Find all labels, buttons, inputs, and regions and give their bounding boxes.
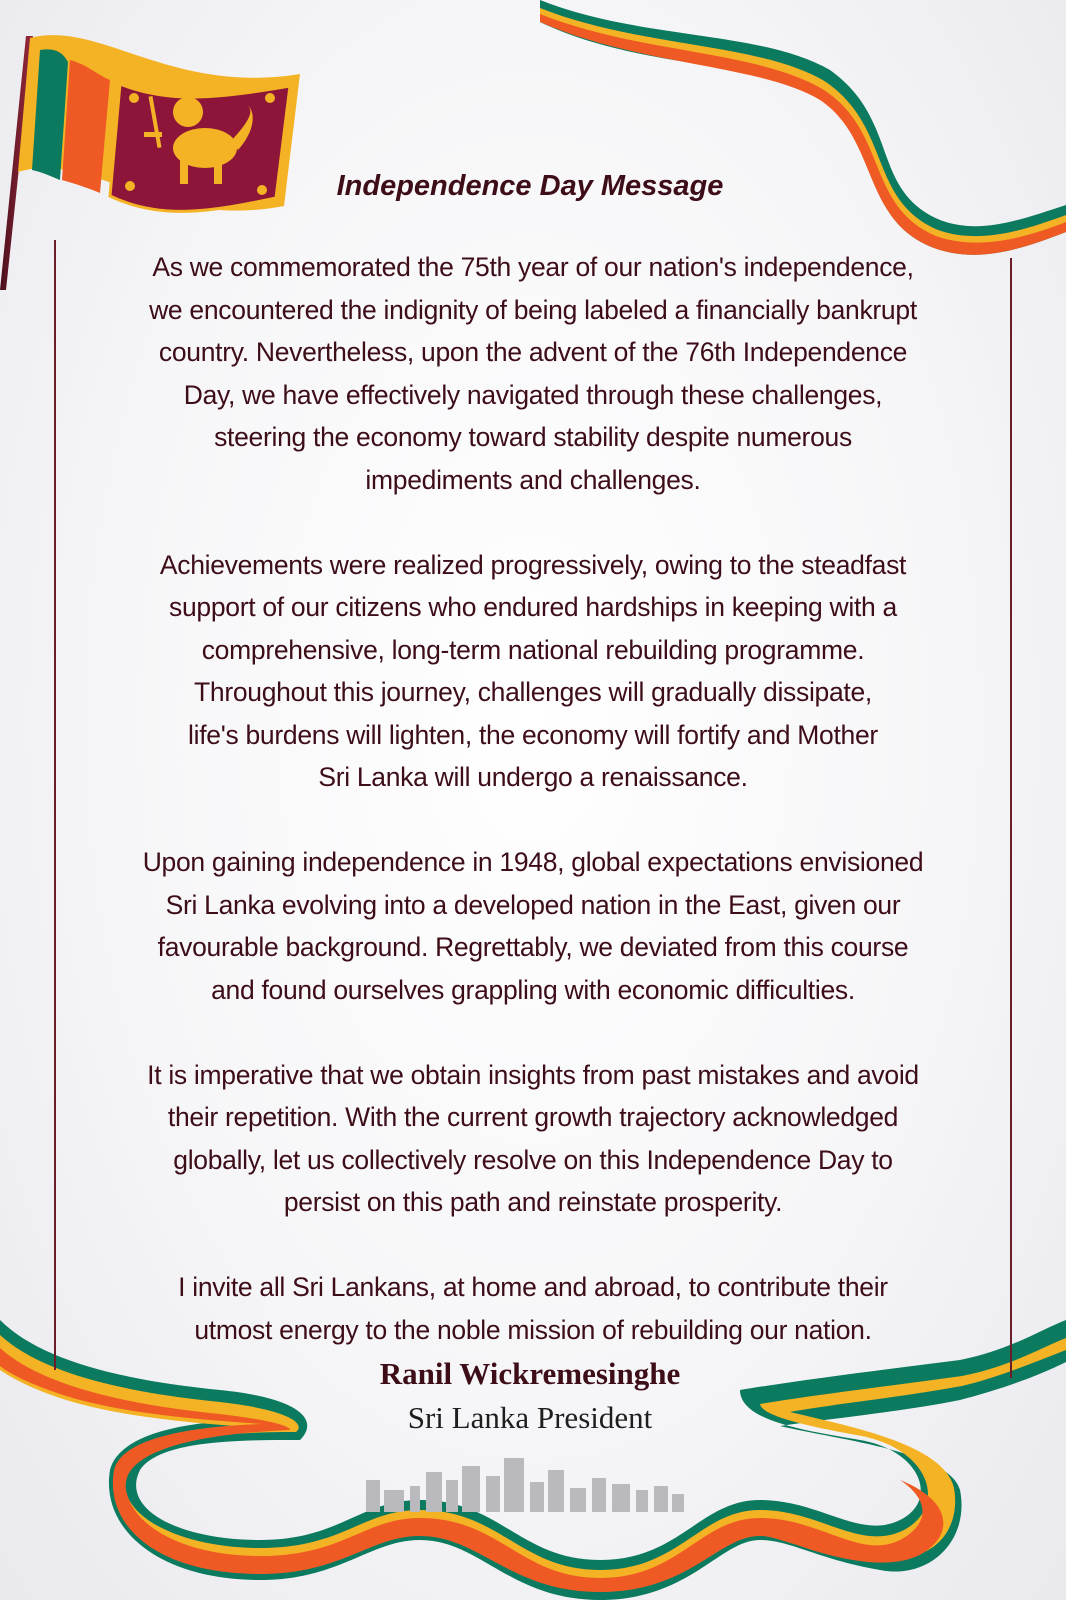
signature-name: Ranil Wickremesinghe — [379, 1356, 681, 1391]
message-body — [78, 246, 988, 1394]
text-line: globally, let us collectively resolve on this Independence Day to — [173, 1144, 893, 1175]
text-line: their repetition. With the current growth trajectory acknowledged — [167, 1102, 899, 1132]
text-line: Sri Lanka evolving into a developed nation in the East, given our — [165, 889, 901, 920]
text-line: and found ourselves grappling with economic difficulties. — [211, 974, 855, 1005]
text-line: I invite all Sri Lankans, at home and abroad, to contribute their — [178, 1272, 888, 1302]
text-line: impediments and challenges. — [365, 464, 701, 495]
text-line: life's burdens will lighten, the economy will fortify and Mother — [188, 719, 878, 750]
text-line: country. Nevertheless, upon the advent of the 76th Independence — [158, 337, 908, 367]
city-skyline-icon — [366, 1458, 684, 1512]
message-paragraph — [78, 841, 988, 1011]
sri-lanka-flag-icon — [18, 35, 300, 211]
text-line: Achievements were realized progressively, owing to the steadfast — [159, 549, 907, 580]
text-line: Sri Lanka will undergo a renaissance. — [318, 762, 748, 792]
text-line: It is imperative that we obtain insights from past mistakes and avoid — [147, 1059, 919, 1090]
text-line: As we commemorated the 75th year of our nation's independence, — [152, 252, 914, 282]
signature-title: Sri Lanka President — [407, 1400, 653, 1435]
text-line: steering the economy toward stability despite numerous — [214, 422, 852, 452]
text-line: support of our citizens who endured hardships in keeping with a — [169, 592, 897, 622]
text-line: we encountered the indignity of being labeled a financially bankrupt — [149, 294, 917, 325]
page-title: Independence Day Message — [336, 170, 724, 202]
ribbon-top-right-icon — [540, 0, 1066, 255]
message-paragraph — [78, 544, 988, 799]
text-line: Day, we have effectively navigated through these challenges, — [183, 379, 883, 410]
frame-border-left — [54, 240, 56, 1370]
text-line: Upon gaining independence in 1948, global expectations envisioned — [142, 847, 924, 877]
message-paragraph — [78, 1054, 988, 1224]
frame-border-right — [1010, 258, 1012, 1378]
text-line: comprehensive, long-term national rebuilding programme. — [201, 634, 865, 665]
text-line: persist on this path and reinstate prosperity. — [283, 1187, 783, 1217]
message-paragraph — [78, 246, 988, 501]
message-paragraph — [78, 1266, 988, 1351]
text-line: utmost energy to the noble mission of rebuilding our nation. — [194, 1314, 872, 1345]
text-line: Throughout this journey, challenges will gradually dissipate, — [194, 677, 872, 707]
text-line: favourable background. Regrettably, we deviated from this course — [157, 932, 909, 962]
